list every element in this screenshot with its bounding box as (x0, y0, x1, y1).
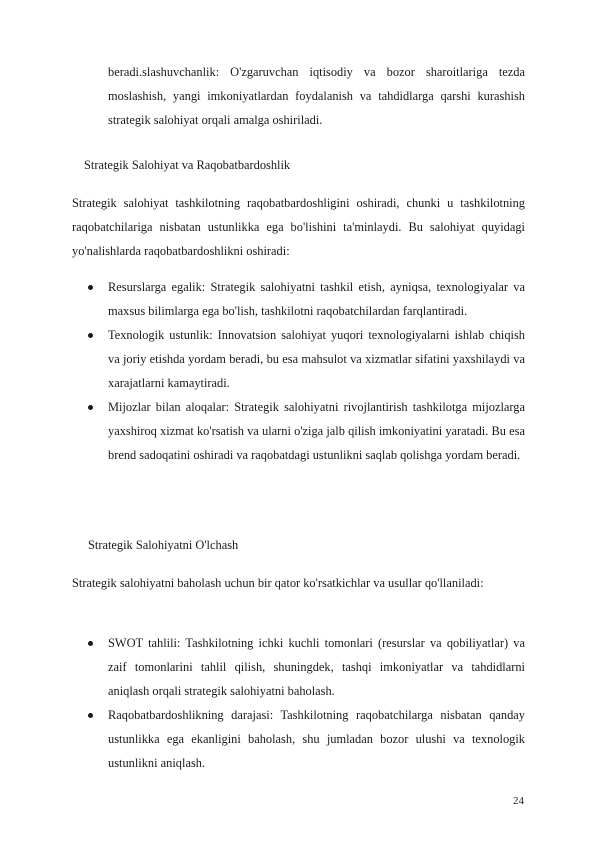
page-number: 24 (513, 795, 524, 807)
list-item (72, 323, 525, 395)
section1-intro-paragraph: Strategik salohiyat tashkilotning raqobatbardoshligini oshiradi, chunki u tashkilotning raqobatchilariga nisbatan ustunlikka ega bo'lishini ta'minlaydi. Bu salohiyat quyidagi yo'nalishlarda raqobatbardoshlikni oshiradi: (72, 196, 525, 258)
section2-bullet-list (72, 631, 525, 775)
list-item-text: Raqobatbardoshlikning darajasi: Tashkilotning raqobatchilarga nisbatan qanday ustunlikka ega ekanligini baholash, shu jumladan bozor ulushi va texnologik ustunlikni aniqlash. (108, 708, 525, 770)
list-item-text: Mijozlar bilan aloqalar: Strategik salohiyatni rivojlantirish tashkilotga mijozlarga yaxshiroq xizmat ko'rsatish va ularni o'ziga jalb qilish imkoniyatini yaratadi. Bu esa brend sadoqatini oshiradi va raqobatdagi ustunlikni saqlab qolishga yordam beradi. (108, 400, 525, 462)
list-item-text: Resurslarga egalik: Strategik salohiyatni tashkil etish, ayniqsa, texnologiyalar va maxsus bilimlarga ega bo'lish, tashkilotni raqobatchilardan farqlantiradi. (108, 280, 525, 318)
bullet-icon (88, 641, 93, 646)
section-heading-measurement: Strategik Salohiyatni O'lchash (88, 538, 239, 552)
continuation-paragraph: beradi.slashuvchanlik: O'zgaruvchan iqtisodiy va bozor sharoitlariga tezda moslashish, yangi imkoniyatlardan foydalanish va tahdidlarga qarshi kurashish strategik salohiyat orqali amalga oshiriladi. (108, 65, 525, 127)
list-item-text: Texnologik ustunlik: Innovatsion salohiyat yuqori texnologiyalarni ishlab chiqish va joriy etishda yordam beradi, bu esa mahsulot va xizmatlar sifatini yaxshilaydi va xarajatlarni kamaytiradi. (108, 328, 525, 390)
bullet-icon (88, 333, 93, 338)
list-item (72, 275, 525, 323)
list-item (72, 703, 525, 775)
list-item (72, 631, 525, 703)
bullet-icon (88, 285, 93, 290)
bullet-icon (88, 405, 93, 410)
section1-bullet-list (72, 275, 525, 467)
list-item (72, 395, 525, 467)
list-item-text: SWOT tahlili: Tashkilotning ichki kuchli tomonlari (resurslar va qobiliyatlar) va zaif tomonlarini tahlil qilish, shuningdek, tashqi imkoniyatlar va tahdidlarni aniqlash orqali strategik salohiyatni baholash. (108, 636, 525, 698)
section2-intro-paragraph: Strategik salohiyatni baholash uchun bir qator ko'rsatkichlar va usullar qo'llaniladi: (72, 576, 484, 590)
section-heading-competitiveness: Strategik Salohiyat va Raqobatbardoshlik (84, 158, 291, 172)
bullet-icon (88, 713, 93, 718)
